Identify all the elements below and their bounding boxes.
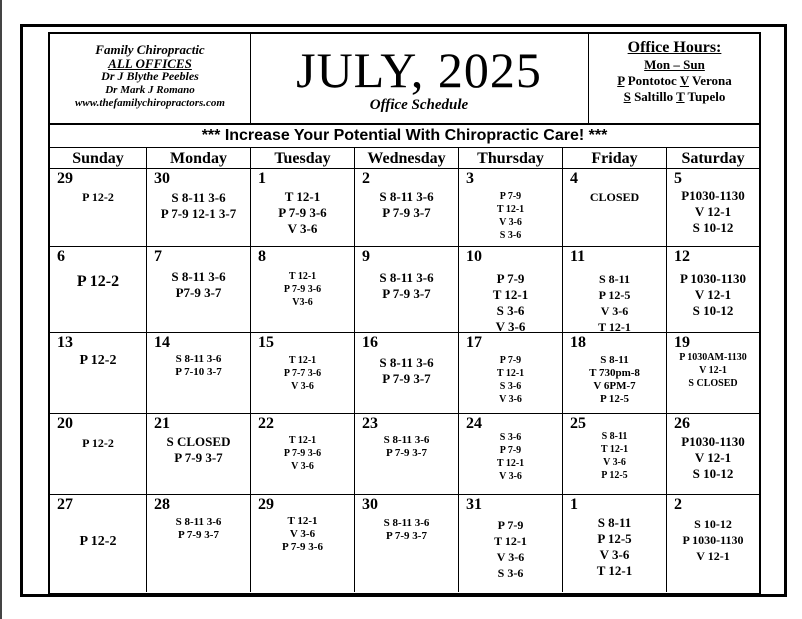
day-cell — [355, 247, 459, 332]
practice-name: Family Chiropractic — [95, 42, 205, 57]
schedule-line: T 12-1 — [598, 320, 631, 332]
schedule-entries — [459, 517, 562, 581]
schedule-entries — [563, 430, 666, 482]
schedule-line: P 12-5 — [597, 531, 632, 546]
schedule-line: P 7-10 3-7 — [175, 366, 222, 378]
schedule-entries — [667, 271, 759, 319]
schedule-line: V 12-1 — [694, 450, 732, 465]
schedule-line: S 3-6 — [496, 303, 525, 318]
schedule-line: T 12-1 — [496, 458, 525, 469]
schedule-entries — [667, 516, 759, 564]
schedule-entries — [251, 515, 354, 554]
schedule-entries — [563, 189, 666, 205]
day-number: 1 — [258, 170, 266, 187]
day-number: 29 — [57, 170, 73, 187]
schedule-line: S 8-11 3-6 — [379, 189, 434, 204]
day-cell — [563, 169, 667, 246]
schedule-line: V 3-6 — [499, 217, 522, 228]
schedule-line: S 8-11 3-6 — [171, 269, 226, 284]
day-cell — [50, 414, 147, 494]
schedule-line: S 8-11 3-6 — [379, 355, 434, 370]
weekday-label: Wednesday — [355, 148, 459, 168]
day-cell — [563, 247, 667, 332]
day-cell — [251, 495, 355, 592]
day-cell — [459, 414, 563, 494]
day-number: 1 — [570, 496, 578, 513]
day-cell — [667, 333, 759, 413]
day-number: 30 — [154, 170, 170, 187]
day-number: 2 — [362, 170, 370, 187]
schedule-line: S 10-12 — [692, 220, 734, 235]
schedule-line: T 12-1 — [288, 355, 317, 366]
day-cell — [355, 169, 459, 246]
calendar-header — [50, 34, 759, 125]
page-edge — [0, 0, 2, 619]
schedule-line: T 12-1 — [492, 287, 529, 302]
schedule-entries — [147, 434, 250, 466]
day-cell — [251, 333, 355, 413]
schedule-line: P 12-5 — [599, 393, 630, 405]
location-legend-row-1 — [589, 73, 760, 89]
schedule-entries — [50, 435, 146, 451]
schedule-line: P 7-9 3-6 — [283, 448, 322, 459]
schedule-line: S 8-11 — [600, 354, 629, 366]
day-cell — [667, 247, 759, 332]
schedule-line: S 8-11 3-6 — [383, 517, 430, 529]
schedule-line: P 7-9 3-7 — [382, 205, 431, 220]
schedule-entries — [459, 354, 562, 406]
schedule-line: S 3-6 — [499, 381, 522, 392]
schedule-entries — [50, 189, 146, 205]
location-name: Tupelo — [684, 89, 726, 104]
schedule-line: P 7-9 12-1 3-7 — [160, 206, 237, 221]
schedule-line: P 7-9 3-7 — [382, 286, 431, 301]
schedule-entries — [355, 517, 458, 543]
schedule-line: S 10-12 — [694, 517, 732, 531]
day-cell — [667, 495, 759, 592]
day-cell — [355, 495, 459, 592]
schedule-entries — [251, 189, 354, 237]
schedule-line: V 3-6 — [495, 319, 526, 332]
day-cell — [667, 169, 759, 246]
schedule-line: CLOSED — [589, 190, 640, 204]
schedule-line: V 3-6 — [499, 394, 522, 405]
schedule-entries — [667, 434, 759, 482]
location-name: Verona — [689, 73, 732, 88]
schedule-line: T 730pm-8 — [589, 367, 640, 379]
schedule-line: T 12-1 — [596, 563, 633, 578]
day-number: 12 — [674, 248, 690, 265]
schedule-line: P 12-5 — [598, 288, 631, 302]
schedule-line: P 12-2 — [82, 190, 114, 204]
schedule-line: P 12-2 — [79, 534, 117, 549]
schedule-line: P 1030-1130 — [679, 271, 747, 286]
day-number: 22 — [258, 415, 274, 432]
schedule-line: P 7-9 — [499, 191, 522, 202]
day-number: 23 — [362, 415, 378, 432]
day-cell — [459, 247, 563, 332]
schedule-line: P 7-9 3-7 — [386, 530, 427, 542]
day-number: 2 — [674, 496, 682, 513]
schedule-line: S 8-11 3-6 — [383, 434, 430, 446]
schedule-line: T 12-1 — [288, 435, 317, 446]
office-hours — [588, 34, 760, 123]
schedule-line: V 6PM-7 — [593, 380, 636, 392]
location-letter: P — [617, 73, 625, 88]
schedule-line: S 8-11 — [597, 515, 632, 530]
promo-banner: *** Increase Your Potential With Chiropractic Care! *** — [50, 125, 759, 148]
schedule-entries — [355, 189, 458, 221]
day-number: 25 — [570, 415, 586, 432]
schedule-entries — [459, 190, 562, 242]
schedule-entries — [355, 355, 458, 387]
day-cell — [147, 169, 251, 246]
day-cell — [563, 333, 667, 413]
schedule-line: P 12-5 — [601, 470, 628, 481]
schedule-entries — [50, 353, 146, 369]
schedule-entries — [459, 431, 562, 483]
schedule-entries — [147, 190, 250, 222]
schedule-line: S 3-6 — [499, 230, 522, 241]
calendar-grid — [50, 169, 759, 593]
schedule-entries — [355, 270, 458, 302]
schedule-line: V 3-6 — [599, 547, 630, 562]
schedule-entries — [147, 269, 250, 301]
day-number: 5 — [674, 170, 682, 187]
schedule-line: P 7-9 3-6 — [282, 541, 323, 553]
location-name: Pontotoc — [624, 73, 680, 88]
day-cell — [459, 333, 563, 413]
schedule-entries — [251, 270, 354, 309]
schedule-entries — [50, 273, 146, 291]
title-block — [251, 34, 587, 123]
week-row — [50, 169, 759, 247]
schedule-line: P7-9 3-7 — [175, 285, 222, 300]
schedule-line: S 8-11 3-6 — [175, 353, 222, 365]
schedule-line: P 7-9 — [496, 271, 525, 286]
month-title: JULY, 2025 — [296, 42, 542, 98]
website-text: www.thefamilychiropractors.com — [75, 97, 225, 109]
day-number: 4 — [570, 170, 578, 187]
office-hours-title: Office Hours: — [627, 39, 722, 56]
weekday-label: Monday — [147, 148, 251, 168]
day-cell — [50, 169, 147, 246]
day-number: 26 — [674, 415, 690, 432]
weekday-label: Saturday — [681, 150, 745, 167]
schedule-entries — [147, 353, 250, 379]
day-cell — [251, 247, 355, 332]
schedule-line: T 12-1 — [600, 444, 629, 455]
day-number: 27 — [57, 496, 73, 513]
schedule-line: V 12-1 — [696, 549, 730, 563]
schedule-line: V 3-6 — [287, 221, 318, 236]
day-number: 19 — [674, 334, 690, 351]
location-letter: V — [679, 73, 689, 88]
weekday-label: Thursday — [459, 148, 563, 168]
schedule-entries — [251, 434, 354, 473]
day-number: 20 — [57, 415, 73, 432]
schedule-line: V3-6 — [292, 297, 313, 308]
schedule-line: S 10-12 — [692, 466, 734, 481]
schedule-line: S 3-6 — [499, 432, 522, 443]
schedule-line: V 3-6 — [496, 550, 525, 564]
week-row — [50, 333, 759, 414]
schedule-entries — [563, 515, 666, 579]
day-number: 15 — [258, 334, 274, 351]
day-number: 28 — [154, 496, 170, 513]
weekday-header-row — [50, 148, 759, 169]
day-number: 11 — [570, 248, 586, 265]
schedule-line: P 7-9 3-7 — [382, 371, 431, 386]
schedule-line: V 12-1 — [699, 365, 727, 376]
schedule-line: S 8-11 3-6 — [379, 270, 434, 285]
schedule-line: V 3-6 — [499, 471, 522, 482]
offices-label: ALL OFFICES — [108, 55, 192, 71]
day-cell — [50, 333, 147, 413]
schedule-line: P 7-7 3-6 — [283, 368, 322, 379]
day-number: 14 — [154, 334, 170, 351]
schedule-line: V 3-6 — [289, 528, 316, 540]
schedule-entries — [563, 271, 666, 332]
doctor-name: Dr J Blythe Peebles — [101, 69, 199, 83]
day-cell — [667, 414, 759, 494]
schedule-line: T 12-1 — [496, 204, 525, 215]
schedule-line: T 12-1 — [287, 515, 318, 527]
calendar-frame — [48, 32, 761, 595]
schedule-line: P 7-9 3-7 — [178, 529, 219, 541]
schedule-line: P 7-9 3-6 — [283, 284, 322, 295]
schedule-line: T 12-1 — [494, 534, 527, 548]
schedule-line: P 7-9 — [499, 355, 522, 366]
schedule-line: P 7-9 3-7 — [386, 447, 427, 459]
schedule-line: P1030-1130 — [681, 434, 745, 449]
day-number: 24 — [466, 415, 482, 432]
schedule-entries — [667, 188, 759, 236]
day-cell — [50, 247, 147, 332]
week-row — [50, 247, 759, 333]
schedule-line: V 3-6 — [603, 457, 626, 468]
location-letter: S — [623, 89, 631, 104]
day-number: 8 — [258, 248, 266, 265]
doctor-name: Dr Mark J Romano — [105, 83, 195, 96]
calendar-sheet — [20, 24, 787, 597]
day-number: 29 — [258, 496, 274, 513]
schedule-line: P 12-2 — [76, 273, 120, 290]
schedule-line: P 1030-1130 — [682, 533, 744, 547]
day-number: 16 — [362, 334, 378, 351]
day-number: 30 — [362, 496, 378, 513]
schedule-entries — [667, 351, 759, 390]
day-number: 21 — [154, 415, 170, 432]
schedule-entries — [563, 354, 666, 406]
schedule-entries — [251, 354, 354, 393]
schedule-subtitle: Office Schedule — [369, 97, 469, 113]
day-cell — [459, 495, 563, 592]
schedule-line: V 3-6 — [291, 461, 314, 472]
day-cell — [355, 333, 459, 413]
day-cell — [50, 495, 147, 592]
schedule-line: P 7-9 3-6 — [278, 205, 327, 220]
day-cell — [251, 169, 355, 246]
schedule-line: T 12-1 — [284, 189, 321, 204]
schedule-line: V 3-6 — [291, 381, 314, 392]
location-legend-row-2 — [589, 89, 760, 105]
day-number: 9 — [362, 248, 370, 265]
schedule-line: S 3-6 — [497, 566, 524, 580]
schedule-line: V 12-1 — [694, 204, 732, 219]
day-cell — [147, 333, 251, 413]
schedule-line: T 12-1 — [496, 368, 525, 379]
location-letter: T — [676, 89, 685, 104]
day-cell — [459, 169, 563, 246]
schedule-line: S 8-11 3-6 — [171, 190, 226, 205]
schedule-line: P 12-2 — [79, 353, 117, 368]
weekday-label: Friday — [563, 148, 667, 168]
day-number: 17 — [466, 334, 482, 351]
day-cell — [563, 495, 667, 592]
schedule-line: S 8-11 3-6 — [175, 516, 222, 528]
day-cell — [147, 414, 251, 494]
day-number: 7 — [154, 248, 162, 265]
schedule-line: V 12-1 — [694, 287, 732, 302]
practice-info — [50, 34, 251, 123]
weekday-label: Sunday — [50, 148, 147, 168]
day-number: 6 — [57, 248, 65, 265]
schedule-line: P 7-9 3-7 — [174, 450, 223, 465]
schedule-entries — [50, 534, 146, 550]
schedule-entries — [355, 434, 458, 460]
schedule-line: P 7-9 — [497, 518, 524, 532]
schedule-line: P 7-9 — [499, 445, 522, 456]
schedule-line: S CLOSED — [688, 378, 738, 389]
day-number: 18 — [570, 334, 586, 351]
schedule-line: V 3-6 — [600, 304, 629, 318]
day-number: 31 — [466, 496, 482, 513]
schedule-entries — [459, 271, 562, 332]
day-cell — [563, 414, 667, 494]
office-hours-days: Mon – Sun — [644, 57, 705, 72]
schedule-line: S 8-11 — [598, 272, 630, 286]
day-number: 13 — [57, 334, 73, 351]
week-row — [50, 495, 759, 592]
weekday-label: Tuesday — [251, 148, 355, 168]
day-number: 3 — [466, 170, 474, 187]
day-cell — [355, 414, 459, 494]
location-name: Saltillo — [630, 89, 677, 104]
schedule-line: T 12-1 — [288, 271, 317, 282]
day-cell — [147, 247, 251, 332]
day-number: 10 — [466, 248, 482, 265]
day-cell — [147, 495, 251, 592]
schedule-line: P 1030AM-1130 — [679, 352, 747, 363]
week-row — [50, 414, 759, 495]
schedule-line: S CLOSED — [166, 434, 231, 449]
schedule-line: P 12-2 — [82, 436, 114, 450]
schedule-line: S 8-11 — [601, 431, 628, 442]
schedule-line: P1030-1130 — [681, 188, 745, 203]
schedule-entries — [147, 516, 250, 542]
day-cell — [251, 414, 355, 494]
schedule-line: S 10-12 — [692, 303, 734, 318]
